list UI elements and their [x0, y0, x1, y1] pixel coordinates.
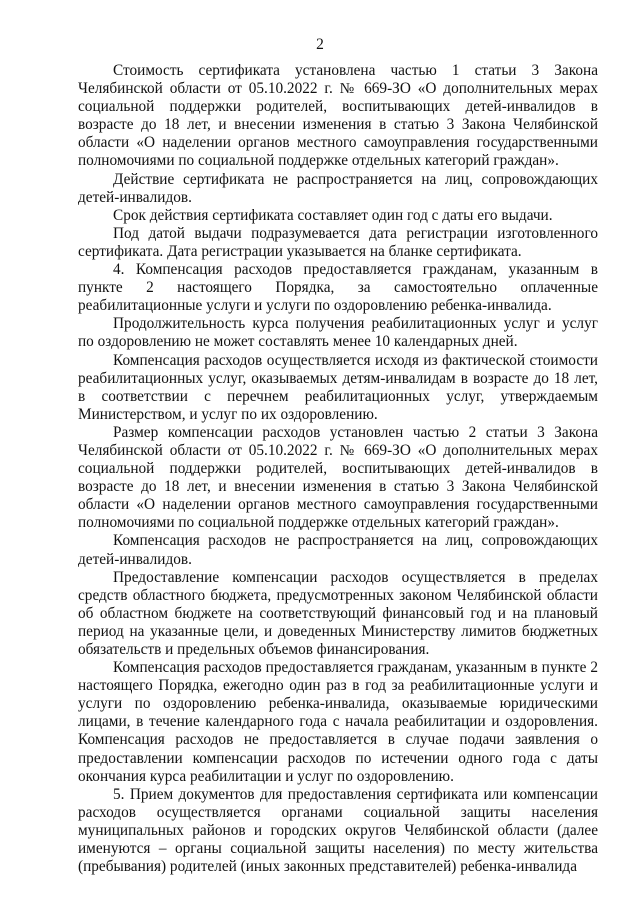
paragraph-certificate-cost: Стоимость сертификата установлена частью 1 статьи 3 Закона Челябинской области от 05.10.2022 г. № 669-ЗО «О дополнительных мерах социальной поддержки родителей, воспитывающих детей-инвалидов в возрасте до 18 лет, и внесении изменения в статью 3 Закона Челябинской области «О наделении органов местного самоуправления государственными полномочиями по социальной поддержке отдельных категорий граждан». [78, 62, 598, 170]
paragraph-compensation-basis: Компенсация расходов осуществляется исходя из фактической стоимости реабилитационных услуг, оказываемых детям-инвалидам в возрасте до 18 лет, в соответствии с перечнем реабилитационных услуг, утверждаемым Министерством, и услуг по их оздоровлению. [78, 351, 598, 423]
paragraph-compensation-amount: Размер компенсации расходов установлен частью 2 статьи 3 Закона Челябинской области от 05.10.2022 г. № 669-ЗО «О дополнительных мерах социальной поддержки родителей, воспитывающих детей-инвалидов в возрасте до 18 лет, и внесении изменения в статью 3 Закона Челябинской области «О наделении органов местного самоуправления государственными полномочиями по социальной поддержке отдельных категорий граждан». [78, 423, 598, 532]
paragraph-certificate-scope: Действие сертификата не распространяется на лиц, сопровождающих детей-инвалидов. [78, 170, 598, 206]
paragraph-course-duration: Продолжительность курса получения реабилитационных услуг и услуг по оздоровлению не может составлять менее 10 календарных дней. [78, 315, 598, 351]
document-body [78, 62, 598, 876]
paragraph-compensation-scope: Компенсация расходов не распространяется на лиц, сопровождающих детей-инвалидов. [78, 532, 598, 568]
paragraph-budget-limits: Предоставление компенсации расходов осуществляется в пределах средств областного бюджета, предусмотренных законом Челябинской области об областном бюджете на соответствующий финансовый год и на плановый период на указанные цели, и доведенных Министерству лимитов бюджетных обязательств и предельных объемов финансирования. [78, 568, 598, 658]
paragraph-annual-compensation: Компенсация расходов предоставляется гражданам, указанным в пункте 2 настоящего Порядка, ежегодно один раз в год за реабилитационные услуги и услуги по оздоровлению ребенка-инвалида, оказываемые юридическими лицами, в течение календарного года с начала реабилитации и оздоровления. Компенсация расходов не предоставляется в случае подачи заявления о предоставлении компенсации расходов по истечении одного года с даты окончания курса реабилитации и услуг по оздоровлению. [78, 659, 598, 785]
page-number: 2 [316, 36, 324, 53]
paragraph-certificate-validity: Срок действия сертификата составляет один год с даты его выдачи. [113, 206, 553, 224]
paragraph-item-4: 4. Компенсация расходов предоставляется гражданам, указанным в пункте 2 настоящего Порядка, за самостоятельно оплаченные реабилитационные услуги и услуги по оздоровлению ребенка-инвалида. [78, 261, 598, 315]
paragraph-issue-date: Под датой выдачи подразумевается дата регистрации изготовленного сертификата. Дата регистрации указывается на бланке сертификата. [78, 224, 598, 260]
paragraph-item-5: 5. Прием документов для предоставления сертификата или компенсации расходов осуществляется органами социальной защиты населения муниципальных районов и городских округов Челябинской области (далее именуются – органы социальной защиты населения) по месту жительства (пребывания) родителей (иных законных представителей) ребенка-инвалида [78, 785, 598, 876]
